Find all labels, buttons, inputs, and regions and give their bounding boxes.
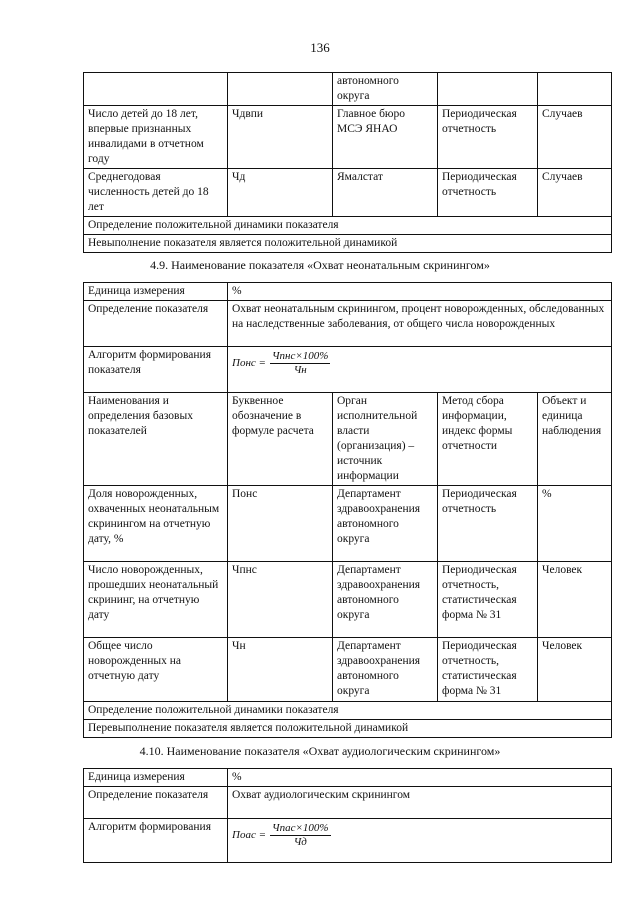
cell: Общее число новорожденных на отчетную дату — [84, 638, 228, 702]
formula-cell — [228, 347, 612, 393]
formula-denominator: Чд — [293, 836, 307, 848]
cell: Периодическая отчетность — [438, 486, 538, 562]
cell: Чпнс — [228, 562, 333, 638]
header-cell: Наименования и определения базовых показателей — [84, 393, 228, 486]
cell: Случаев — [538, 169, 612, 217]
definition-value: Охват аудиологическим скринингом — [228, 787, 612, 819]
table-row — [84, 638, 612, 702]
table-row — [84, 562, 612, 638]
algorithm-label: Алгоритм формирования — [84, 819, 228, 863]
unit-value: % — [228, 283, 612, 301]
cell: Периодическая отчетность, статистическая форма № 31 — [438, 562, 538, 638]
section-title-4-10: 4.10. Наименование показателя «Охват аудиологическим скринингом» — [139, 744, 501, 758]
table-row — [84, 702, 612, 720]
header-cell: Орган исполнительной власти (организация) – источник информации — [333, 393, 438, 486]
definition-label: Определение показателя — [84, 301, 228, 347]
cell: Главное бюро МСЭ ЯНАО — [333, 106, 438, 169]
table-row — [84, 169, 612, 217]
cell: Человек — [538, 562, 612, 638]
table-row — [84, 217, 612, 235]
definition-label: Определение показателя — [84, 787, 228, 819]
cell: Доля новорожденных, охваченных неонатальным скринингом на отчетную дату, % — [84, 486, 228, 562]
header-cell: Метод сбора информации, индекс формы отчетности — [438, 393, 538, 486]
dynamics-value: Перевыполнение показателя является положительной динамикой — [84, 720, 612, 738]
cell: Человек — [538, 638, 612, 702]
cell — [228, 73, 333, 106]
cell — [438, 73, 538, 106]
formula — [232, 350, 330, 377]
table-row — [84, 787, 612, 819]
table-4-10 — [83, 768, 612, 863]
algorithm-label: Алгоритм формирования показателя — [84, 347, 228, 393]
formula-fraction — [270, 350, 331, 377]
table-row — [84, 106, 612, 169]
formula-lhs: Понс = — [232, 357, 266, 369]
table-row — [84, 283, 612, 301]
cell: Чдвпи — [228, 106, 333, 169]
cell: Департамент здравоохранения автономного округа — [333, 638, 438, 702]
formula-numerator: Чпас×100% — [272, 822, 329, 834]
unit-label: Единица измерения — [84, 769, 228, 787]
cell: Случаев — [538, 106, 612, 169]
table-row — [84, 73, 612, 106]
dynamics-label: Определение положительной динамики показателя — [84, 217, 612, 235]
formula-cell — [228, 819, 612, 863]
formula — [232, 822, 331, 849]
table-row — [84, 235, 612, 253]
table-header-row — [84, 393, 612, 486]
cell: Департамент здравоохранения автономного округа — [333, 486, 438, 562]
formula-numerator: Чпнс×100% — [271, 350, 329, 362]
cell — [84, 73, 228, 106]
formula-lhs: Поас = — [232, 829, 266, 841]
table-row — [84, 347, 612, 393]
cell: Понс — [228, 486, 333, 562]
cell: Периодическая отчетность — [438, 169, 538, 217]
formula-fraction — [270, 822, 331, 849]
definition-value: Охват неонатальным скринингом, процент новорожденных, обследованных на наследственные заболевания, от общего числа новорожденных — [228, 301, 612, 347]
cell: Число детей до 18 лет, впервые признанных инвалидами в отчетном году — [84, 106, 228, 169]
table-row — [84, 819, 612, 863]
cell: Периодическая отчетность, статистическая форма № 31 — [438, 638, 538, 702]
cell: Чд — [228, 169, 333, 217]
header-cell: Объект и единица наблюдения — [538, 393, 612, 486]
cell: % — [538, 486, 612, 562]
cell: Департамент здравоохранения автономного округа — [333, 562, 438, 638]
cell: автономного округа — [333, 73, 438, 106]
unit-value: % — [228, 769, 612, 787]
formula-denominator: Чн — [293, 364, 307, 376]
continuation-table — [83, 72, 612, 253]
unit-label: Единица измерения — [84, 283, 228, 301]
dynamics-value: Невыполнение показателя является положительной динамикой — [84, 235, 612, 253]
table-row — [84, 301, 612, 347]
cell: Число новорожденных, прошедших неонатальный скрининг, на отчетную дату — [84, 562, 228, 638]
table-row — [84, 720, 612, 738]
cell: Среднегодовая численность детей до 18 лет — [84, 169, 228, 217]
section-title-4-9: 4.9. Наименование показателя «Охват неонатальным скринингом» — [150, 258, 490, 272]
cell: Периодическая отчетность — [438, 106, 538, 169]
dynamics-label: Определение положительной динамики показателя — [84, 702, 612, 720]
table-4-9 — [83, 282, 612, 738]
table-row — [84, 769, 612, 787]
cell: Чн — [228, 638, 333, 702]
cell: Ямалстат — [333, 169, 438, 217]
table-row — [84, 486, 612, 562]
header-cell: Буквенное обозначение в формуле расчета — [228, 393, 333, 486]
page-number: 136 — [310, 40, 330, 55]
cell — [538, 73, 612, 106]
